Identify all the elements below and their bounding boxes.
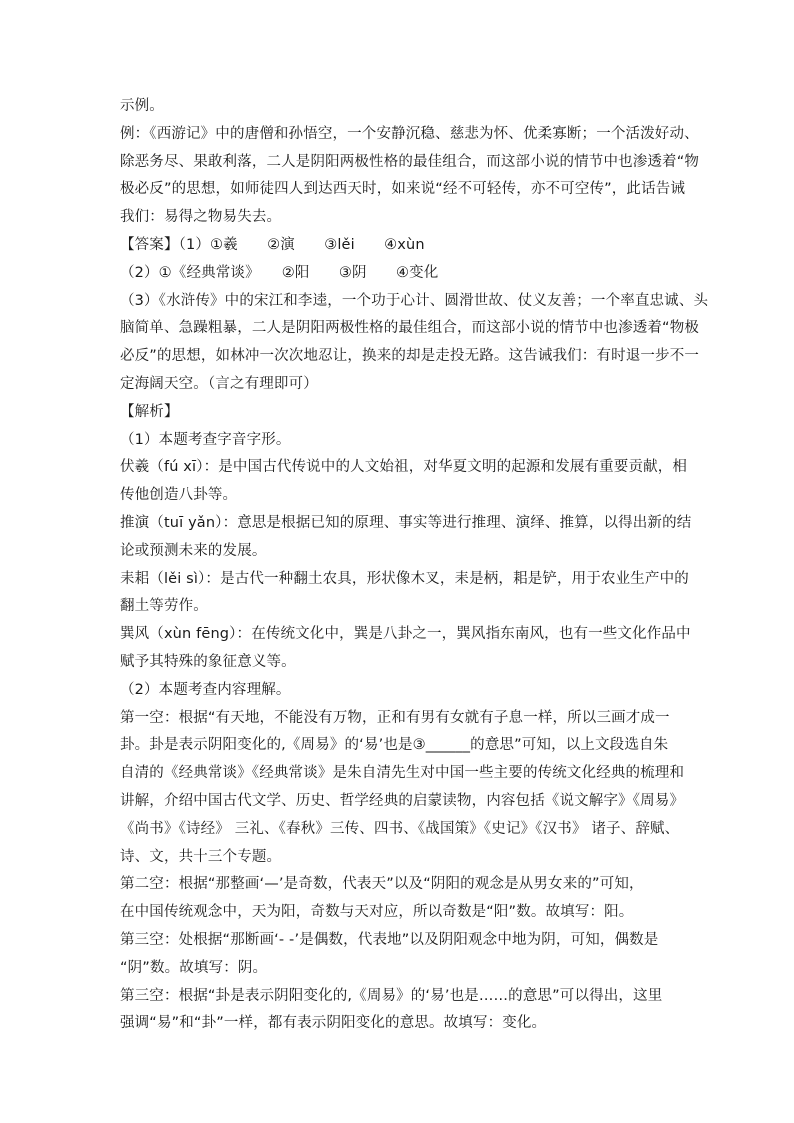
text-line: 第二空：根据“那整画‘—’是奇数，代表天”以及“阴阳的观念是从男女来的”可知， (120, 876, 644, 893)
text-line: 推演（tuī yǎn）：意思是根据已知的原理、事实等进行推理、演绎、推算，以得出新的结 (120, 514, 692, 531)
text-line: 例：《西游记》中的唐僧和孙悟空，一个安静沉稳、慈悲为怀、优柔寡断；一个活泼好动、 (120, 125, 699, 142)
text-line: 伏羲（fú xī）：是中国古代传说中的人文始祖，对华夏文明的起源和发展有重要贡献，相 (120, 459, 688, 476)
text-line: 我们：易得之物易失去。 (120, 209, 282, 226)
text-line: 第三空：根据“卦是表示阴阳变化的,《周易》的‘易’也是……的意思”可以得出，这里 (120, 987, 663, 1004)
text-line: 定海阔天空。（言之有理即可） (120, 375, 318, 392)
document-page (120, 93, 709, 1038)
text-line: 必反”的思想，如林冲一次次地忍让，换来的却是走投无路。这告诫我们：有时退一步不一 (120, 348, 700, 365)
text-line: 第三空：处根据“那断画‘- -’是偶数，代表地”以及阴阳观念中地为阴，可知，偶数是 (120, 931, 659, 948)
text-line: 自清的《经典常谈》《经典常谈》是朱自清先生对中国一些主要的传统文化经典的梳理和 (120, 765, 685, 782)
text-line: 在中国传统观念中，天为阳，奇数与天对应，所以奇数是“阳”数。故填写：阳。 (120, 904, 634, 921)
answer-heading-line: 【答案】（1）①羲 ②演 ③lěi ④xùn (120, 236, 425, 253)
text-line: 传他创造八卦等。 (120, 487, 238, 504)
text-line: 示例。 (120, 98, 164, 114)
text-line: 耒耜（lěi sì）：是古代一种翻土农具，形状像木叉，耒是柄，耜是铲，用于农业生产中的 (120, 570, 689, 587)
text-line: 论或预测未来的发展。 (120, 542, 267, 559)
analysis-heading-line: 【解析】 (120, 403, 179, 420)
text-line: 脑简单、急躁粗暴，二人是阴阳两极性格的最佳组合，而这部小说的情节中也渗透着“物极 (120, 320, 700, 337)
text-line: 除恶务尽、果敢利落，二人是阴阳两极性格的最佳组合，而这部小说的情节中也渗透着“物 (120, 153, 700, 170)
text-line: 强调“易”和“卦”一样，都有表示阴阳变化的意思。故填写：变化。 (120, 1015, 547, 1032)
text-line: 巽风（xùn fēng）：在传统文化中，巽是八卦之一，巽风指东南风，也有一些文化作品中 (120, 626, 691, 643)
text-line: 翻土等劳作。 (120, 598, 208, 615)
text-line: （1）本题考查字音字形。 (120, 431, 291, 448)
text-line: 《尚书》《诗经》 三礼、《春秋》三传、四书、《战国策》《史记》《汉书》 诸子、辞赋、 (120, 820, 680, 837)
text-line: （3）《水浒传》中的宋江和李逵，一个功于心计、圆滑世故、仗义友善；一个率直忠诚、头 (120, 292, 709, 309)
text-line: 赋予其特殊的象征意义等。 (120, 653, 296, 670)
text-line: 卦。卦是表示阴阳变化的,《周易》的‘易’也是③______的意思”可知，以上文段选自朱 (120, 737, 669, 754)
text-line: “阴”数。故填写：阴。 (120, 959, 268, 976)
text-line: 极必反”的思想，如师徒四人到达西天时，如来说“经不可轻传，亦不可空传”，此话告诫 (120, 181, 686, 198)
text-line: 讲解，介绍中国古代文学、历史、哲学经典的启蒙读物，内容包括《说文解字》《周易》 (120, 792, 685, 809)
text-line: （2）①《经典常谈》 ②阳 ③阴 ④变化 (120, 264, 439, 281)
text-line: （2）本题考查内容理解。 (120, 681, 291, 698)
text-line: 第一空：根据“有天地，不能没有万物，正和有男有女就有子息一样，所以三画才成一 (120, 709, 670, 726)
text-line: 诗、文，共十三个专题。 (120, 848, 282, 865)
